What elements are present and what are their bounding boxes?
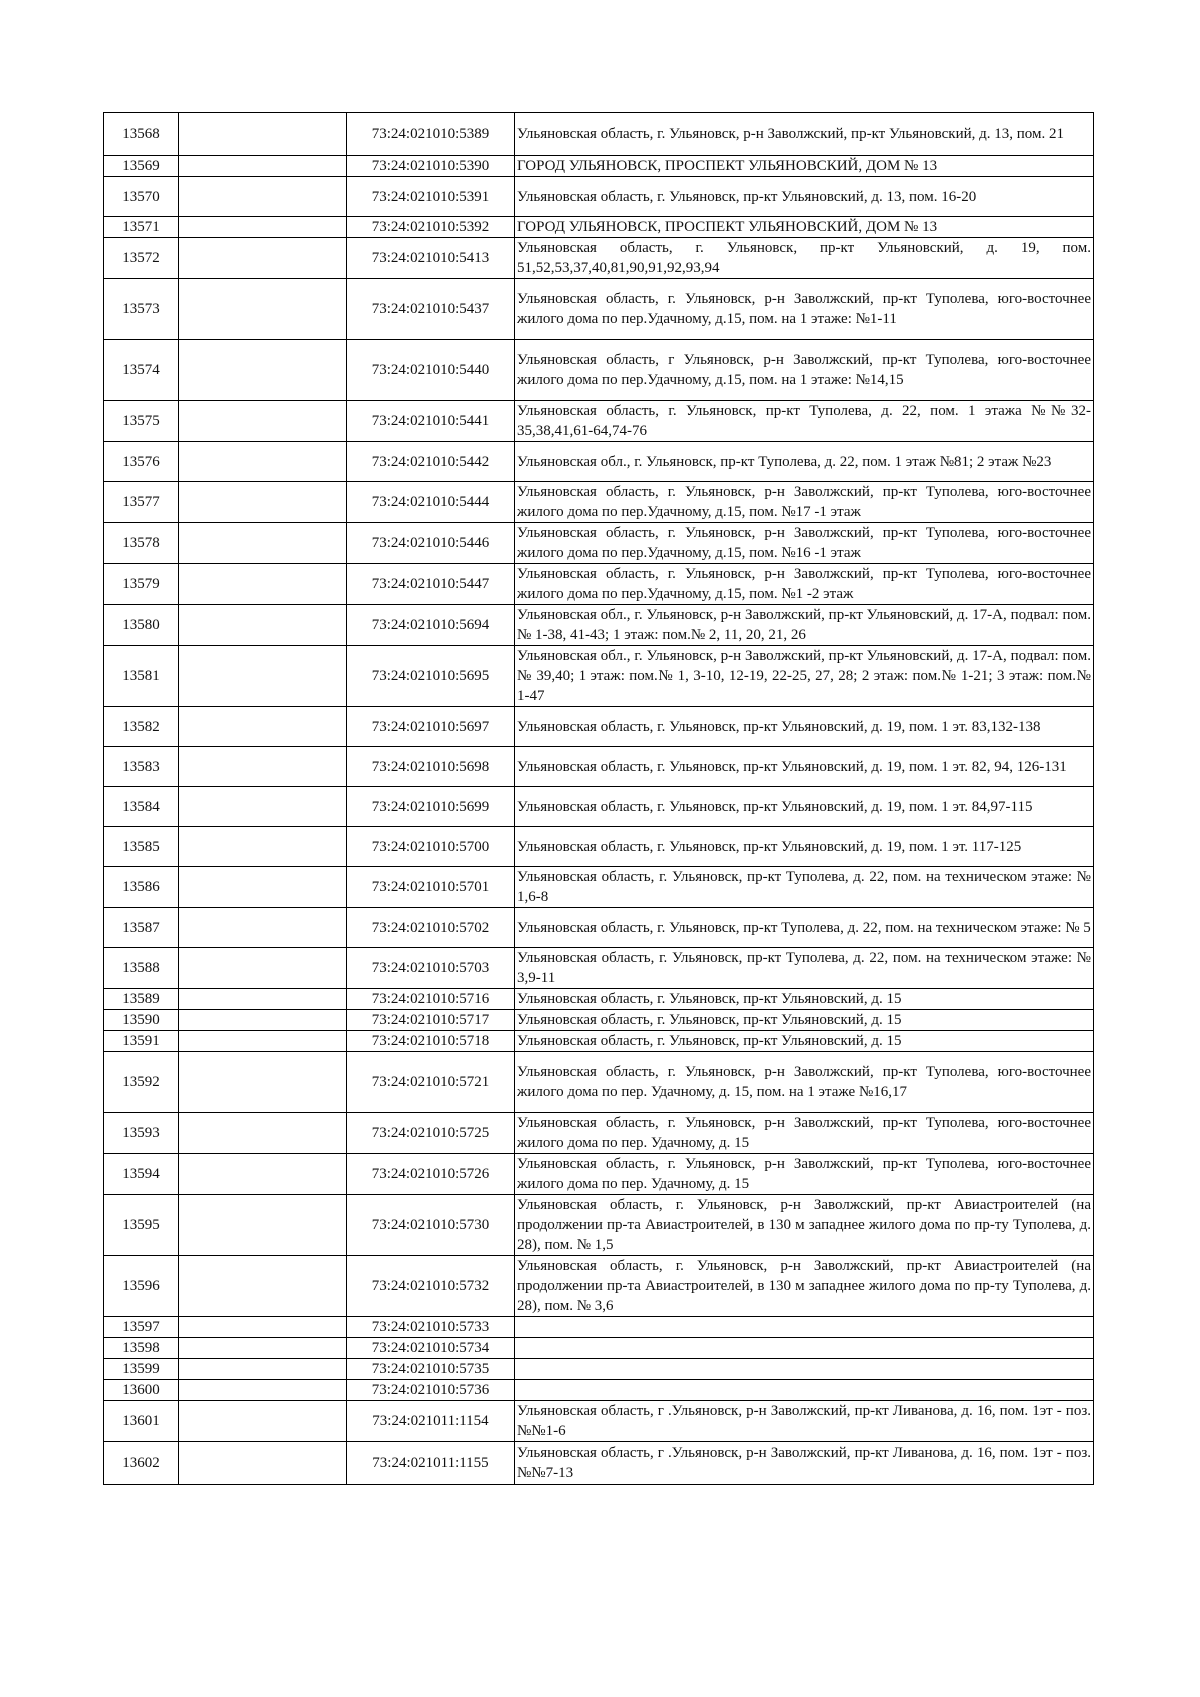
address: Ульяновская область, г. Ульяновск, пр-кт Ульяновский, д. 15 [515,1010,1094,1031]
empty-cell [179,707,347,747]
address: Ульяновская область, г. Ульяновск, пр-кт Ульяновский, д. 19, пом. 1 эт. 82, 94, 126-131 [515,747,1094,787]
address: Ульяновская область, г. Ульяновск, р-н Заволжский, пр-кт Туполева, юго-восточнее жилого дома по пер. Удачному, д. 15 [515,1154,1094,1195]
cadastral-number: 73:24:021010:5717 [347,1010,515,1031]
table-row [104,867,1094,908]
empty-cell [179,1338,347,1359]
empty-cell [179,646,347,707]
row-number: 13580 [104,605,179,646]
address: Ульяновская область, г. Ульяновск, р-н Заволжский, пр-кт Туполева, юго-восточнее жилого дома по пер.Удачному, д.15, пом. №16 -1 этаж [515,523,1094,564]
address: Ульяновская обл., г. Ульяновск, пр-кт Туполева, д. 22, пом. 1 этаж №81; 2 этаж №23 [515,442,1094,482]
empty-cell [179,827,347,867]
cadastral-number: 73:24:021010:5735 [347,1359,515,1380]
empty-cell [179,1195,347,1256]
cadastral-number: 73:24:021010:5390 [347,156,515,177]
address: Ульяновская область, г. Ульяновск, р-н Заволжский, пр-кт Туполева, юго-восточнее жилого дома по пер. Удачному, д. 15 [515,1113,1094,1154]
row-number: 13581 [104,646,179,707]
empty-cell [179,908,347,948]
empty-cell [179,948,347,989]
row-number: 13597 [104,1317,179,1338]
cadastral-number: 73:24:021010:5721 [347,1052,515,1113]
address: Ульяновская область, г. Ульяновск, пр-кт Туполева, д. 22, пом. на техническом этаже: № 1,6-8 [515,867,1094,908]
cadastral-number: 73:24:021010:5440 [347,340,515,401]
table-row [104,1401,1094,1442]
table-row [104,523,1094,564]
table-row [104,156,1094,177]
row-number: 13587 [104,908,179,948]
row-number: 13586 [104,867,179,908]
empty-cell [179,605,347,646]
table-row [104,1380,1094,1401]
row-number: 13590 [104,1010,179,1031]
address: Ульяновская область, г. Ульяновск, р-н Заволжский, пр-кт Туполева, юго-восточнее жилого дома по пер. Удачному, д. 15, пом. на 1 этаже №16,17 [515,1052,1094,1113]
address: Ульяновская область, г. Ульяновск, пр-кт Ульяновский, д. 19, пом. 1 эт. 83,132-138 [515,707,1094,747]
cadastral-number: 73:24:021010:5389 [347,113,515,156]
cadastral-number: 73:24:021010:5441 [347,401,515,442]
cadastral-number: 73:24:021010:5442 [347,442,515,482]
cadastral-number: 73:24:021010:5700 [347,827,515,867]
cadastral-number: 73:24:021010:5699 [347,787,515,827]
empty-cell [179,177,347,217]
row-number: 13594 [104,1154,179,1195]
empty-cell [179,1256,347,1317]
cadastral-number: 73:24:021010:5447 [347,564,515,605]
cadastral-number: 73:24:021010:5734 [347,1338,515,1359]
address [515,1359,1094,1380]
cadastral-number: 73:24:021010:5726 [347,1154,515,1195]
row-number: 13577 [104,482,179,523]
table-row [104,1052,1094,1113]
table-row [104,177,1094,217]
empty-cell [179,113,347,156]
row-number: 13598 [104,1338,179,1359]
address: Ульяновская область, г. Ульяновск, пр-кт Туполева, д. 22, пом. на техническом этаже: № 3,9-11 [515,948,1094,989]
row-number: 13596 [104,1256,179,1317]
row-number: 13574 [104,340,179,401]
address: Ульяновская область, г. Ульяновск, пр-кт Туполева, д. 22, пом. на техническом этаже: № 5 [515,908,1094,948]
row-number: 13582 [104,707,179,747]
table-row [104,948,1094,989]
table-row [104,442,1094,482]
table-row [104,605,1094,646]
cadastral-number: 73:24:021010:5697 [347,707,515,747]
table-row [104,827,1094,867]
cadastral-number: 73:24:021010:5391 [347,177,515,217]
cadastral-number: 73:24:021010:5701 [347,867,515,908]
row-number: 13599 [104,1359,179,1380]
address: Ульяновская область, г. Ульяновск, р-н Заволжский, пр-кт Авиастроителей (на продолжении пр-та Авиастроителей, в 130 м западнее жилого дома по пр-ту Туполева, д. 28), пом. № 1,5 [515,1195,1094,1256]
row-number: 13578 [104,523,179,564]
cadastral-number: 73:24:021010:5698 [347,747,515,787]
table-row [104,1154,1094,1195]
cadastral-number: 73:24:021010:5413 [347,238,515,279]
table-row [104,646,1094,707]
empty-cell [179,1442,347,1485]
empty-cell [179,1052,347,1113]
address: Ульяновская область, г. Ульяновск, пр-кт Ульяновский, д. 19, пом. 1 эт. 84,97-115 [515,787,1094,827]
empty-cell [179,564,347,605]
cadastral-number: 73:24:021011:1155 [347,1442,515,1485]
address [515,1317,1094,1338]
table-row [104,787,1094,827]
cadastral-number: 73:24:021010:5703 [347,948,515,989]
row-number: 13600 [104,1380,179,1401]
address: Ульяновская область, г .Ульяновск, р-н Заволжский, пр-кт Ливанова, д. 16, пом. 1эт - поз.№№1-6 [515,1401,1094,1442]
address: Ульяновская область, г. Ульяновск, р-н Заволжский, пр-кт Туполева, юго-восточнее жилого дома по пер.Удачному, д.15, пом. на 1 этаже: №1-11 [515,279,1094,340]
table-row [104,1031,1094,1052]
cadastral-number: 73:24:021010:5437 [347,279,515,340]
table-row [104,707,1094,747]
row-number: 13591 [104,1031,179,1052]
table-row [104,113,1094,156]
table-row [104,279,1094,340]
table-row [104,908,1094,948]
empty-cell [179,1154,347,1195]
cadastral-number: 73:24:021010:5694 [347,605,515,646]
row-number: 13569 [104,156,179,177]
row-number: 13593 [104,1113,179,1154]
table-row [104,1195,1094,1256]
row-number: 13602 [104,1442,179,1485]
cadastral-number: 73:24:021010:5732 [347,1256,515,1317]
empty-cell [179,1317,347,1338]
empty-cell [179,1359,347,1380]
table-row [104,1010,1094,1031]
table-row [104,1338,1094,1359]
row-number: 13573 [104,279,179,340]
row-number: 13601 [104,1401,179,1442]
cadastral-number: 73:24:021010:5725 [347,1113,515,1154]
address: ГОРОД УЛЬЯНОВСК, ПРОСПЕКТ УЛЬЯНОВСКИЙ, ДОМ № 13 [515,156,1094,177]
row-number: 13570 [104,177,179,217]
address: Ульяновская область, г. Ульяновск, пр-кт Ульяновский, д. 15 [515,1031,1094,1052]
table-row [104,1113,1094,1154]
empty-cell [179,238,347,279]
table-row [104,1359,1094,1380]
empty-cell [179,867,347,908]
row-number: 13584 [104,787,179,827]
row-number: 13595 [104,1195,179,1256]
cadastral-number: 73:24:021010:5446 [347,523,515,564]
table-row [104,1256,1094,1317]
row-number: 13588 [104,948,179,989]
row-number: 13589 [104,989,179,1010]
cadastral-number: 73:24:021010:5702 [347,908,515,948]
empty-cell [179,1401,347,1442]
address [515,1380,1094,1401]
empty-cell [179,279,347,340]
cadastral-number: 73:24:021010:5718 [347,1031,515,1052]
address: Ульяновская область, г. Ульяновск, р-н Заволжский, пр-кт Авиастроителей (на продолжении пр-та Авиастроителей, в 130 м западнее жилого дома по пр-ту Туполева, д. 28), пом. № 3,6 [515,1256,1094,1317]
empty-cell [179,156,347,177]
table-row [104,564,1094,605]
empty-cell [179,217,347,238]
row-number: 13579 [104,564,179,605]
row-number: 13571 [104,217,179,238]
table-row [104,1317,1094,1338]
address: Ульяновская область, г. Ульяновск, р-н Заволжский, пр-кт Ульяновский, д. 13, пом. 21 [515,113,1094,156]
row-number: 13585 [104,827,179,867]
row-number: 13576 [104,442,179,482]
cadastral-number: 73:24:021011:1154 [347,1401,515,1442]
address: Ульяновская область, г. Ульяновск, пр-кт Ульяновский, д. 19, пом. 1 эт. 117-125 [515,827,1094,867]
cadastral-number: 73:24:021010:5716 [347,989,515,1010]
registry-table [103,112,1094,1485]
address: Ульяновская область, г. Ульяновск, р-н Заволжский, пр-кт Туполева, юго-восточнее жилого дома по пер.Удачному, д.15, пом. №1 -2 этаж [515,564,1094,605]
row-number: 13572 [104,238,179,279]
empty-cell [179,1380,347,1401]
empty-cell [179,340,347,401]
empty-cell [179,482,347,523]
address: Ульяновская область, г Ульяновск, р-н Заволжский, пр-кт Туполева, юго-восточнее жилого дома по пер.Удачному, д.15, пом. на 1 этаже: №14,15 [515,340,1094,401]
address: Ульяновская область, г. Ульяновск, пр-кт Ульяновский, д. 13, пом. 16-20 [515,177,1094,217]
empty-cell [179,747,347,787]
address [515,1338,1094,1359]
empty-cell [179,1113,347,1154]
cadastral-number: 73:24:021010:5733 [347,1317,515,1338]
table-row [104,1442,1094,1485]
cadastral-number: 73:24:021010:5736 [347,1380,515,1401]
address: Ульяновская область, г. Ульяновск, пр-кт Туполева, д. 22, пом. 1 этажа №№32-35,38,41,61-64,74-76 [515,401,1094,442]
empty-cell [179,787,347,827]
registry-table-body [104,113,1094,1485]
cadastral-number: 73:24:021010:5695 [347,646,515,707]
row-number: 13575 [104,401,179,442]
empty-cell [179,442,347,482]
address: ГОРОД УЛЬЯНОВСК, ПРОСПЕКТ УЛЬЯНОВСКИЙ, ДОМ № 13 [515,217,1094,238]
table-row [104,217,1094,238]
table-row [104,989,1094,1010]
address: Ульяновская обл., г. Ульяновск, р-н Заволжский, пр-кт Ульяновский, д. 17-А, подвал: пом.№ 1-38, 41-43; 1 этаж: пом.№ 2, 11, 20, 21, 26 [515,605,1094,646]
table-row [104,482,1094,523]
table-row [104,401,1094,442]
row-number: 13592 [104,1052,179,1113]
address: Ульяновская область, г. Ульяновск, пр-кт Ульяновский, д. 15 [515,989,1094,1010]
table-row [104,238,1094,279]
empty-cell [179,523,347,564]
table-row [104,340,1094,401]
address: Ульяновская область, г. Ульяновск, пр-кт Ульяновский, д. 19, пом. 51,52,53,37,40,81,90,91,92,93,94 [515,238,1094,279]
address: Ульяновская область, г .Ульяновск, р-н Заволжский, пр-кт Ливанова, д. 16, пом. 1эт - поз.№№7-13 [515,1442,1094,1485]
cadastral-number: 73:24:021010:5730 [347,1195,515,1256]
address: Ульяновская обл., г. Ульяновск, р-н Заволжский, пр-кт Ульяновский, д. 17-А, подвал: пом.№ 39,40; 1 этаж: пом.№ 1, 3-10, 12-19, 22-25, 27, 28; 2 этаж: пом.№ 1-21; 3 этаж: пом.№ 1-47 [515,646,1094,707]
table-row [104,747,1094,787]
cadastral-number: 73:24:021010:5392 [347,217,515,238]
address: Ульяновская область, г. Ульяновск, р-н Заволжский, пр-кт Туполева, юго-восточнее жилого дома по пер.Удачному, д.15, пом. №17 -1 этаж [515,482,1094,523]
row-number: 13583 [104,747,179,787]
empty-cell [179,1031,347,1052]
empty-cell [179,401,347,442]
cadastral-number: 73:24:021010:5444 [347,482,515,523]
row-number: 13568 [104,113,179,156]
empty-cell [179,1010,347,1031]
empty-cell [179,989,347,1010]
